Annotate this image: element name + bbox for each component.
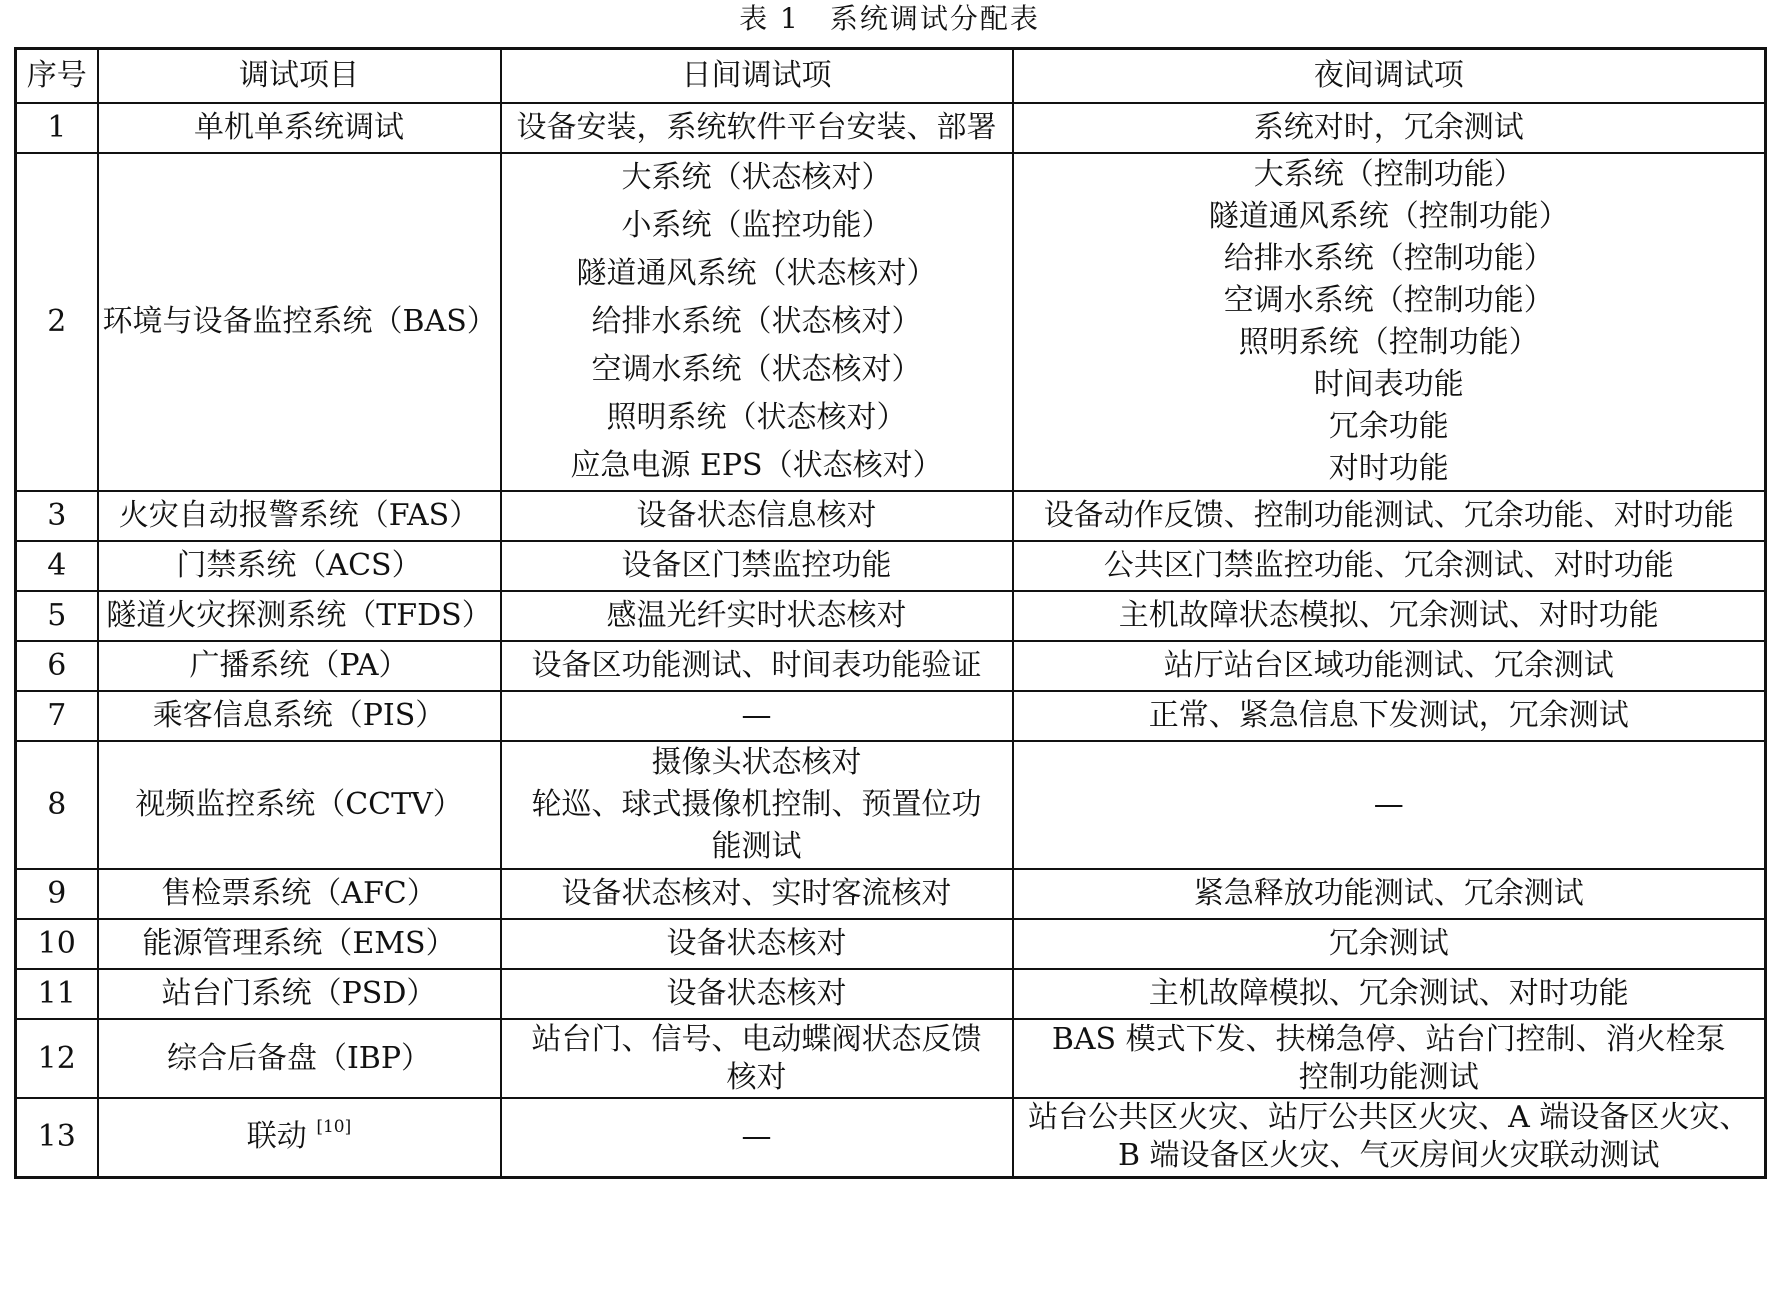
reference-superscript: [10] <box>316 1117 352 1138</box>
header-cell-day: 日间调试项 <box>501 49 1013 104</box>
night-debug-cell <box>1013 919 1766 969</box>
day-debug-line: 大系统（状态核对） <box>621 160 892 195</box>
day-debug-cell <box>501 591 1013 641</box>
row-number-cell: 12 <box>16 1019 98 1098</box>
day-debug-line: 设备状态核对 <box>666 976 847 1011</box>
row-number-cell: 9 <box>16 869 98 919</box>
debug-item-label: 环境与设备监控系统（BAS） <box>102 304 497 339</box>
row-number-cell: 10 <box>16 919 98 969</box>
night-debug-line: 公共区门禁监控功能、冗余测试、对时功能 <box>1103 548 1674 583</box>
debug-item-cell <box>98 969 501 1019</box>
night-debug-line: 时间表功能 <box>1313 367 1464 402</box>
header-cell-night: 夜间调试项 <box>1013 49 1766 104</box>
header-row <box>16 49 1766 104</box>
table-row <box>16 919 1766 969</box>
day-debug-line: — <box>741 1119 772 1155</box>
night-debug-cell <box>1013 969 1766 1019</box>
debug-item-label: 站台门系统（PSD） <box>161 976 437 1011</box>
night-debug-line: 紧急释放功能测试、冗余测试 <box>1193 876 1584 911</box>
day-debug-cell <box>501 541 1013 591</box>
day-debug-line: 小系统（监控功能） <box>621 208 892 243</box>
table-row <box>16 741 1766 869</box>
day-debug-line: 能测试 <box>711 829 802 864</box>
table-row <box>16 153 1766 491</box>
day-debug-line: 照明系统（状态核对） <box>606 400 907 435</box>
row-number-cell: 8 <box>16 741 98 869</box>
debug-item-cell <box>98 153 501 491</box>
day-debug-line: 设备状态核对、实时客流核对 <box>561 876 952 911</box>
table-row <box>16 1098 1766 1177</box>
header-cell-no: 序号 <box>16 49 98 104</box>
debug-item-label: 单机单系统调试 <box>194 110 404 145</box>
night-debug-line: 冗余功能 <box>1328 409 1449 444</box>
debug-item-cell <box>98 869 501 919</box>
table-row <box>16 869 1766 919</box>
day-debug-line: 隧道通风系统（状态核对） <box>576 256 937 291</box>
debug-item-label: 门禁系统（ACS） <box>176 548 422 583</box>
night-debug-line: 冗余测试 <box>1328 926 1449 961</box>
row-number-cell: 1 <box>16 103 98 153</box>
debug-item-label: 能源管理系统（EMS） <box>142 926 456 961</box>
night-debug-cell <box>1013 591 1766 641</box>
night-debug-cell <box>1013 691 1766 741</box>
day-debug-line: 核对 <box>726 1059 787 1095</box>
night-debug-line: 给排水系统（控制功能） <box>1223 241 1554 276</box>
day-debug-cell <box>501 919 1013 969</box>
day-debug-cell <box>501 641 1013 691</box>
night-debug-line: 站台公共区火灾、站厅公共区火灾、A 端设备区火灾、 <box>1028 1100 1750 1136</box>
debug-item-cell <box>98 491 501 541</box>
night-debug-line: BAS 模式下发、扶梯急停、站台门控制、消火栓泵 <box>1051 1021 1726 1057</box>
debug-item-cell <box>98 591 501 641</box>
debug-item-cell <box>98 741 501 869</box>
night-debug-line: 设备动作反馈、控制功能测试、冗余功能、对时功能 <box>1043 498 1734 533</box>
night-debug-cell <box>1013 541 1766 591</box>
row-number-cell: 11 <box>16 969 98 1019</box>
night-debug-cell <box>1013 153 1766 491</box>
row-number-cell: 6 <box>16 641 98 691</box>
day-debug-line: 应急电源 EPS（状态核对） <box>570 448 943 483</box>
day-debug-line: 空调水系统（状态核对） <box>591 352 922 387</box>
day-debug-line: 摄像头状态核对 <box>651 745 862 780</box>
night-debug-cell <box>1013 103 1766 153</box>
debug-item-label: 售检票系统（AFC） <box>161 876 437 911</box>
day-debug-cell <box>501 869 1013 919</box>
debug-allocation-table <box>14 47 1767 1179</box>
table-row <box>16 541 1766 591</box>
day-debug-line: — <box>741 698 772 733</box>
debug-item-cell <box>98 103 501 153</box>
row-number-cell: 2 <box>16 153 98 491</box>
debug-item-cell <box>98 541 501 591</box>
night-debug-cell <box>1013 1098 1766 1177</box>
table-number: 表 1 <box>739 2 800 35</box>
day-debug-line: 设备区功能测试、时间表功能验证 <box>531 648 982 683</box>
table-row <box>16 1019 1766 1098</box>
table-body <box>16 103 1766 1177</box>
night-debug-line: 隧道通风系统（控制功能） <box>1208 199 1569 234</box>
row-number-cell: 13 <box>16 1098 98 1177</box>
debug-item-label: 火灾自动报警系统（FAS） <box>118 498 480 533</box>
night-debug-line: 对时功能 <box>1328 451 1449 486</box>
night-debug-line: 正常、紧急信息下发测试，冗余测试 <box>1148 698 1629 733</box>
table-row <box>16 641 1766 691</box>
day-debug-cell <box>501 153 1013 491</box>
day-debug-cell <box>501 1098 1013 1177</box>
day-debug-cell <box>501 969 1013 1019</box>
night-debug-line: 系统对时，冗余测试 <box>1253 110 1524 145</box>
table-row <box>16 591 1766 641</box>
night-debug-cell <box>1013 741 1766 869</box>
day-debug-line: 给排水系统（状态核对） <box>591 304 922 339</box>
day-debug-cell <box>501 691 1013 741</box>
table-row <box>16 103 1766 153</box>
table-row <box>16 491 1766 541</box>
day-debug-line: 感温光纤实时状态核对 <box>606 598 907 633</box>
night-debug-line: 照明系统（控制功能） <box>1238 325 1539 360</box>
night-debug-line: 主机故障状态模拟、冗余测试、对时功能 <box>1118 598 1659 633</box>
debug-item-label: 隧道火灾探测系统（TFDS） <box>106 598 492 633</box>
row-number-cell: 7 <box>16 691 98 741</box>
table-row <box>16 691 1766 741</box>
row-number-cell: 5 <box>16 591 98 641</box>
day-debug-cell <box>501 1019 1013 1098</box>
night-debug-line: 控制功能测试 <box>1298 1059 1479 1095</box>
night-debug-line: 主机故障模拟、冗余测试、对时功能 <box>1148 976 1629 1011</box>
day-debug-line: 站台门、信号、电动蝶阀状态反馈 <box>531 1021 982 1057</box>
debug-item-label: 广播系统（PA） <box>189 648 409 683</box>
debug-item-label: 联动 <box>246 1119 307 1155</box>
night-debug-line: B 端设备区火灾、气灭房间火灾联动测试 <box>1117 1138 1660 1174</box>
day-debug-cell <box>501 491 1013 541</box>
debug-item-cell <box>98 1098 501 1177</box>
row-number-cell: 3 <box>16 491 98 541</box>
debug-item-cell <box>98 691 501 741</box>
debug-item-cell <box>98 919 501 969</box>
night-debug-cell <box>1013 641 1766 691</box>
table-title: 系统调试分配表 <box>829 2 1040 35</box>
night-debug-cell <box>1013 1019 1766 1098</box>
day-debug-line: 轮巡、球式摄像机控制、预置位功 <box>531 787 982 822</box>
debug-item-cell <box>98 1019 501 1098</box>
night-debug-line: 大系统（控制功能） <box>1253 157 1524 192</box>
night-debug-line: 空调水系统（控制功能） <box>1223 283 1554 318</box>
day-debug-line: 设备区门禁监控功能 <box>621 548 892 583</box>
night-debug-line: 站厅站台区域功能测试、冗余测试 <box>1163 648 1614 683</box>
debug-item-cell <box>98 641 501 691</box>
day-debug-cell <box>501 741 1013 869</box>
day-debug-line: 设备安装，系统软件平台安装、部署 <box>516 110 997 145</box>
debug-item-label: 乘客信息系统（PIS） <box>152 698 446 733</box>
day-debug-line: 设备状态信息核对 <box>636 498 877 533</box>
table-caption <box>0 2 1779 36</box>
debug-item-label: 视频监控系统（CCTV） <box>135 787 463 822</box>
row-number-cell: 4 <box>16 541 98 591</box>
table-row <box>16 969 1766 1019</box>
day-debug-cell <box>501 103 1013 153</box>
night-debug-cell <box>1013 869 1766 919</box>
day-debug-line: 设备状态核对 <box>666 926 847 961</box>
header-cell-item: 调试项目 <box>98 49 501 104</box>
night-debug-cell <box>1013 491 1766 541</box>
debug-item-label: 综合后备盘（IBP） <box>166 1040 432 1076</box>
night-debug-line: — <box>1373 787 1404 822</box>
